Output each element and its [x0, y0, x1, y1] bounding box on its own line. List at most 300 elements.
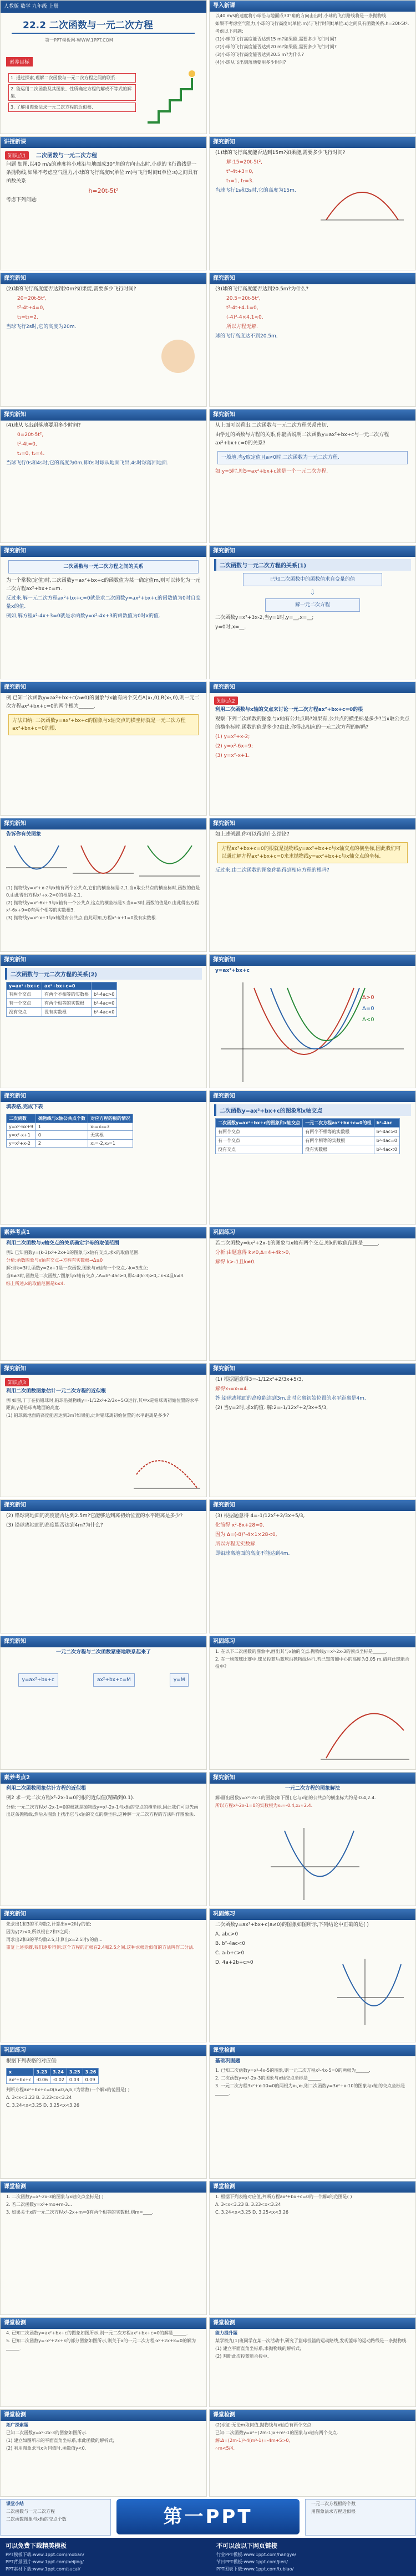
discriminant-graph	[221, 982, 404, 1082]
slide-cover	[0, 0, 207, 134]
s7-step-1: 0=20t-5t²,	[17, 432, 44, 438]
student-avatar	[161, 340, 195, 373]
slide-tag: 素养考点2	[1, 1773, 206, 1784]
slide-34	[209, 2181, 416, 2315]
s16-fn: y=ax²+bx+c	[215, 968, 250, 974]
intro-text-4: (1)小球的飞行高度能否达到15 m?如果能,需要多少飞行时间?	[215, 37, 337, 42]
intro-text-6: (3)小球的飞行高度能否达到20.5 m?为什么?	[215, 52, 304, 57]
slide-38	[209, 2409, 416, 2497]
s25-title: 一元二次方程与二次函数紧密地联系起来了	[55, 1650, 151, 1655]
slide-tag: 探究新知	[1, 1364, 206, 1375]
s4-question: (1)球的飞行高度能否达到15m?如果能,需要多少飞行时间?	[215, 150, 346, 156]
s30-option-d: D. 4a+2b+c>0	[215, 1960, 253, 1965]
point-label: 知识点3	[5, 1378, 29, 1386]
table-header: 3.24	[50, 2068, 67, 2076]
s22-line-1: (1) 根据题意得3=-1/12x²+2/3x+5/3,	[215, 1377, 303, 1382]
s4-step-1: 解:15=20t-5t²,	[226, 160, 262, 165]
point-title: 二次函数与一元二次方程	[35, 153, 97, 159]
table-header: 对应方程的根的情况	[88, 1114, 133, 1123]
table-cell: b²-4ac>0	[92, 990, 117, 999]
slide-7	[0, 409, 207, 543]
slide-tag: 课堂检测	[1, 2410, 206, 2421]
slide-21	[0, 1363, 207, 1497]
s29-line-1: 先求出1和3的平均数2,计算出x=2时y的值;	[6, 1922, 92, 1927]
s28-line-1: 解:画出函数y=x²-2x-1的图象(如下图),它与x轴的公共点的横坐标大约是-0.4,2.4.	[215, 1795, 376, 1800]
goal-3: 3. 了解用图象法求一元二次方程的近似根.	[8, 103, 136, 112]
slide-tag: 探究新知	[1, 818, 206, 829]
table-header-empty	[92, 982, 117, 990]
table-cell: 1	[35, 1123, 88, 1131]
table-cell: -0.06	[34, 2076, 50, 2084]
s19-line-1: 例1 已知函数y=(k-3)x²+2x+1的图象与x轴有交点,求k的取值范围.	[6, 1250, 140, 1255]
table-cell: 没有交点	[7, 1008, 42, 1017]
table-cell: 没有交点	[216, 1145, 303, 1154]
s38-line-4: ∴m<5/4.	[215, 2446, 235, 2451]
value-table	[6, 2068, 99, 2084]
s31-line-1: 根据下列表格的对应值:	[6, 2058, 58, 2064]
s23-line-1: (2) 铅球离地面的高度能否达到2.5m?它能够达到离初始位置的水平距离是多少?	[6, 1513, 183, 1519]
s28-sub: 一元二次方程的图象解法	[285, 1786, 340, 1791]
fill-table	[6, 1114, 133, 1148]
slide-tag: 讲授新课	[1, 137, 206, 148]
point-label: 知识点2	[214, 697, 238, 705]
slide-22	[209, 1363, 416, 1497]
s29-line-2: 因为y(2)<0,所以根在2和3之间;	[6, 1929, 70, 1934]
table-header: 一元二次方程ax²+bx+c=0的根	[303, 1119, 374, 1128]
slide-tag: 探究新知	[210, 955, 415, 966]
table-cell: b²-4ac>0	[374, 1128, 399, 1136]
footer	[0, 2538, 416, 2576]
s20-line-3: 解得 k>-1且k≠0.	[215, 1259, 256, 1265]
s27-line-1: 例2 求一元二次方程x²-2x-1=0的根的近似值(精确到0.1).	[6, 1795, 135, 1801]
s24-line-2: 化简得 x²-8x+28=0,	[215, 1523, 265, 1528]
s11-line-1: 例 已知二次函数y=ax²+bx+c(a≠0)的图象与x轴有两个交点A(x₁,0),B(x₂,0),则一元二次方程ax²+bx+c=0的两个根为______.	[6, 695, 200, 709]
s29-line-4: 重复上述步骤,我们逐步得到:这个方程的正根在2.4和2.5之间.这种求根近似值的方法叫作二分法.	[6, 1945, 195, 1950]
s24-line-4: 所以方程无实数解.	[215, 1541, 257, 1547]
s34-line-1: 1. 根据下列表格对应值,判断方程ax²+bx+c=0的一个解x的范围是( )	[215, 2194, 352, 2199]
s10-flow-1: 已知二次函数中的函数值求自变量的值	[243, 573, 382, 586]
intro-text-3: 考虑以下问题:	[215, 29, 243, 34]
site-label: 第一PPT模板网-WWW.1PPT.COM	[45, 38, 113, 43]
table-cell: 没有实数根	[42, 1008, 92, 1017]
table-cell: x₁=x₂=3	[88, 1123, 133, 1131]
table-cell: 有两个不相等的实数根	[303, 1128, 374, 1136]
label-delta-neg: Δ<0	[362, 1017, 374, 1023]
s31-line-2: 判断方程ax²+bx+c=0(a≠0,a,b,c为常数)一个解x的范围是( )	[6, 2087, 130, 2092]
table-cell: 有两个不相等的实数根	[42, 990, 92, 999]
s3-line-3: 考虑下列问题:	[6, 197, 38, 203]
s11-method-box: 方法归纳: 二次函数y=ax²+bx+c的图象与x轴交点的横坐标就是一元二次方程ax²+bx+c=0的根.	[8, 714, 199, 735]
s26-line-2: 2. 在一场篮球比赛中,球员投篮后篮球沿抛物线运行,若已知篮圈中心的高度为3.05 m,请问此球能否投中?	[215, 1657, 409, 1669]
slide-27	[0, 1772, 207, 1906]
slide-tag: 探究新知	[1, 1636, 206, 1647]
s38-line-1: (2)求证:无论m取何值,抛物线与x轴总有两个交点.	[215, 2423, 313, 2428]
s4-step-3: t₁=1, t₂=3.	[226, 178, 254, 184]
s13-sub: 告诉你有关图象	[6, 832, 42, 837]
s5-step-2: t²-4t+4=0,	[17, 305, 45, 311]
s19-line-2: 分析:函数图象与x轴有交点→方程有实数根→Δ≥0	[6, 1258, 103, 1263]
slide-30	[209, 1908, 416, 2042]
slide-tag: 探究新知	[1, 546, 206, 557]
slide-16	[209, 954, 416, 1088]
s19-line-3: 解:当k=3时,函数y=2x+1是一次函数,图象与x轴有一个交点,∴k=3成立;	[6, 1266, 149, 1271]
shot-put-figure	[134, 1447, 200, 1491]
s32-line-2: 2. 二次函数y=x²-2x-3的图象与x轴交点坐标是______.	[215, 2076, 323, 2081]
s6-question: (3)球的飞行高度能否达到20.5m?为什么?	[215, 286, 309, 292]
option-graph	[337, 1959, 404, 2025]
table-cell: 有一个交点	[7, 999, 42, 1008]
s12-title: 利用二次函数与x轴的交点来讨论一元二次方程ax²+bx+c=0的根	[215, 707, 363, 713]
s9-box: 二次函数与一元二次方程之间的关系	[8, 560, 199, 573]
table-header: 3.25	[67, 2068, 83, 2076]
s30-option-a: A. abc>0	[215, 1932, 239, 1937]
three-parabolas-figure	[6, 843, 200, 882]
table-cell: 2	[35, 1140, 88, 1148]
s18-title: 二次函数y=ax²+bx+c的图象和x轴交点	[214, 1104, 411, 1116]
table-header: y=ax²+bx+c	[7, 982, 42, 990]
s14-conclusion: 方程ax²+bx+c=0的根就是抛物线y=ax²+bx+c与x轴交点的横坐标,因此我们可以通过解方程ax²+bx+c=0来求抛物线y=ax²+bx+c与x轴交点的坐标.	[217, 842, 408, 863]
slide-36	[209, 2317, 416, 2407]
s3-line-2: h=20t-5t²	[88, 187, 119, 194]
s38-line-2: 已知:二次函数y=x²+(2m-1)x+m²-1的图象与x轴有两个交点.	[215, 2430, 338, 2435]
slide-tag: 巩固练习	[210, 1227, 415, 1238]
table-header: 3.23	[34, 2068, 50, 2076]
s29-line-3: 再求出2和3的平均数2.5,计算出x=2.5时y的值...	[6, 1937, 103, 1942]
relation-table	[6, 982, 117, 1017]
table-cell: 0.09	[83, 2076, 99, 2084]
s23-line-2: (3) 铅球离地面的高度能否达到4m?为什么?	[6, 1523, 103, 1528]
footer-link[interactable]: 行业PPT模板:www.1ppt.com/hangye/	[216, 2552, 296, 2557]
s36-line-2: (1) 建立平面直角坐标系,求抛物线的解析式;	[215, 2346, 302, 2351]
table-cell: 有两个交点	[7, 990, 42, 999]
s33-line-3: 3. 如果关于x的一元二次方程x²-2x+m=0有两个相等的实数根,则m=____.	[6, 2210, 154, 2215]
slide-tag: 探究新知	[210, 682, 415, 693]
table-header: b²-4ac	[374, 1119, 399, 1128]
slide-3	[0, 136, 207, 270]
approx-root-graph	[271, 1828, 359, 1900]
s19-line-5: 综上所述,k的取值范围是k≤4.	[6, 1281, 65, 1286]
slide-28	[209, 1772, 416, 1906]
s5-question: (2)球的飞行高度能否达到20m?如果能,需要多少飞行时间?	[6, 286, 136, 292]
slide-13	[0, 818, 207, 952]
slide-tag: 探究新知	[1, 409, 206, 421]
basketball-figure	[321, 1697, 409, 1764]
table-cell: 有一个交点	[216, 1136, 303, 1145]
slide-29	[0, 1908, 207, 2042]
slide-tag: 探究新知	[1, 1909, 206, 1920]
table-header: x	[7, 2068, 34, 2076]
s10-line-1: 二次函数y=x²+3x-2,当y=1时,y=__,x=__;	[215, 615, 314, 621]
s9-note-2: 例如,解方程x²-4x+3=0就是求函数y=x²-4x+3的函数值为0时x的值.	[6, 613, 160, 619]
slide-23	[0, 1499, 207, 1633]
point-label: 知识点1	[5, 151, 29, 160]
s21-line-2: (1) 铅球离地面的高度能否达到3m?如果能,此时铅球离初始位置的水平距离是多少?	[6, 1413, 169, 1418]
slide-26	[209, 1636, 416, 1770]
slide-tag: 探究新知	[1, 955, 206, 966]
label-delta-pos: Δ>0	[362, 995, 374, 1001]
footer-link[interactable]: PPT图表下载:www.1ppt.com/tubiao/	[216, 2567, 294, 2572]
slide-tag: 探究新知	[210, 546, 415, 557]
s9-line-1: 为一个常数(定值)时,二次函数y=ax²+bx+c的函数值为某一确定值m,则可以转化为一元二次方程ax²+bx+c=m.	[6, 578, 200, 592]
table-cell: 有两个相等的实数根	[303, 1136, 374, 1145]
s37-sub: 拓广探索题	[6, 2423, 28, 2428]
s7-question: (4)球从飞出到落地要用多少时间?	[6, 423, 81, 428]
table-cell: 有两个相等的实数根	[42, 999, 92, 1008]
divider	[12, 33, 195, 34]
s33-line-1: 1. 二次函数y=x²-2x-3的图象与x轴交点坐标是( )	[6, 2194, 104, 2199]
intro-text-2: 如果不考虑空气阻力,小球的飞行高度h(单位:m)与飞行时间t(单位:s)之间具有函数关系:h=20t-5t².	[215, 21, 409, 26]
slide-tag: 巩固练习	[1, 2045, 206, 2056]
s34-line-3: C. 3.24<x<3.25 D. 3.25<x<3.26	[215, 2210, 288, 2215]
s8-line-2: 由学过的函数与方程的关系,你能否说明二次函数y=ax²+bx+c与一元二次方程ax²+bx+c=0的关系?	[215, 432, 389, 446]
table-cell: ax²+bx+c	[7, 2076, 34, 2084]
s24-line-5: 即铅球离地面的高度不能达到4m.	[215, 1551, 290, 1556]
s8-conclusion-box: 一般地,当y取定值且a≠0时,二次函数为一元二次方程.	[217, 451, 408, 464]
s19-line-4: 当k≠3时,函数是二次函数,∵图象与x轴有交点,∴Δ=b²-4ac≥0,即4-4(k-3)≥0,∴k≤4且k≠3.	[6, 1273, 185, 1278]
slide-tag: 探究新知	[210, 273, 415, 284]
slide-18	[209, 1090, 416, 1225]
s6-step-4: 所以方程无解.	[226, 324, 258, 330]
slide-tag: 探究新知	[1, 1091, 206, 1102]
summary-table	[215, 1118, 400, 1154]
course-label: 人教版 数学 九年级 上册	[1, 1, 206, 13]
s6-step-2: t²-4t+4.1=0,	[226, 305, 258, 311]
s30-line-1: 二次函数y=ax²+bx+c(a≠0)的图象如图所示,下列结论中正确的是( )	[215, 1922, 369, 1928]
slide-8	[209, 409, 416, 543]
intro-text-7: (4)小球从飞出到落地要用多少时间?	[215, 60, 286, 65]
slide-tag: 探究新知	[210, 137, 415, 148]
summary-panel-right	[305, 2499, 416, 2536]
footer-link[interactable]: PPT素材下载:www.1ppt.com/sucai/	[6, 2567, 80, 2572]
slide-tag: 探究新知	[1, 1500, 206, 1511]
slide-tag: 课堂检测	[210, 2318, 415, 2329]
slide-tag: 探究新知	[210, 1091, 415, 1102]
summary-panel	[0, 2499, 111, 2536]
s32-line-1: 1. 已知二次函数y=x²-4x-5的图象,则一元二次方程x²-4x-5=0的两根为______.	[215, 2068, 371, 2073]
summary-item-1: 二次函数与一元二次方程	[6, 2509, 55, 2514]
s28-line-2: 所以方程x²-2x-1=0的实数根为x₁≈-0.4,x₂≈2.4.	[215, 1803, 313, 1808]
s14-line-1: 如上述例题,你可以得到什么结论?	[215, 832, 290, 837]
slide-14	[209, 818, 416, 952]
slide-tag: 课堂检测	[210, 2045, 415, 2056]
s27-line-2: 分析:一元二次方程x²-2x-1=0的根就是抛物线y=x²-2x-1与x轴的交点的横坐标,因此我们可以先画出这条抛物线,然后从图象上找出它与x轴的交点的横坐标,这种解一元二次方程的方法叫作图象法.	[6, 1805, 199, 1817]
table-cell: 无实根	[88, 1131, 133, 1140]
s19-title: 利用二次函数与x轴交点的关系确定字母的取值范围	[6, 1241, 119, 1246]
table-cell: y=x²+x-2	[7, 1140, 36, 1148]
slide-37	[0, 2409, 207, 2497]
slide-tag: 课堂检测	[1, 2181, 206, 2193]
slide-12	[209, 682, 416, 816]
slide-31	[0, 2045, 207, 2179]
summary-tag: 课堂小结	[6, 2501, 24, 2506]
slide-19	[0, 1227, 207, 1361]
slide-4	[209, 136, 416, 270]
intro-text-1: 以40 m/s的速度将小球沿与地面成30°角的方向击出时,小球的飞行路线将是一条抛物线.	[215, 13, 388, 18]
table-header: 二次函数y=ax²+bx+c的图象和x轴交点	[216, 1119, 303, 1128]
s37-line-1: 已知二次函数y=x²-2x-3的图象如图所示.	[6, 2430, 88, 2435]
goal-1: 1. 通过探索,理解二次函数与一元二次方程之间的联系.	[8, 73, 136, 83]
s7-step-3: t₁=0, t₂=4.	[17, 451, 45, 457]
s13-line-2: (2) 抛物线y=x²-6x+9与x轴有一个公共点,这点的横坐标是3.当x=3时,函数的值是0.由此得出方程x²-6x+9=0有两个相等的实数根3.	[6, 900, 199, 913]
s14-question: 反过来,由二次函数的图象你能得到相应方程的根吗?	[215, 868, 329, 873]
s26-line-1: 1. 在以下二次函数的图象中,画出其与x轴的交点.抛物线y=x²-2x-3的顶点坐标是______.	[215, 1649, 388, 1654]
s8-line-1: 从上面可以看出,二次函数与一元二次方程关系密切.	[215, 423, 328, 428]
slide-tag: 巩固练习	[210, 1909, 415, 1920]
slide-17	[0, 1090, 207, 1225]
footer-link[interactable]: PPT模板下载:www.1ppt.com/moban/	[6, 2552, 84, 2557]
table-cell: y=x²-x+1	[7, 1131, 36, 1140]
slide-tag: 课堂检测	[210, 2181, 415, 2193]
s30-option-b: B. b²-4ac<0	[215, 1941, 245, 1947]
table-cell: b²-4ac<0	[374, 1145, 399, 1154]
summary-item-4: 用图象法求方程近似根	[311, 2509, 356, 2514]
s32-line-3: 3. 一元二次方程3x²+x-10=0的两根为x₁,x₂,则二次函数y=3x²+x-10的图象与x轴的交点坐标是______.	[215, 2083, 405, 2096]
s24-line-3: 因为 Δ=(-8)²-4×1×28<0,	[215, 1532, 277, 1538]
slide-tag: 课堂检测	[1, 2318, 206, 2329]
s22-line-4: (2) 当y=2时,求x的值. 解:2=-1/12x²+2/3x+5/3,	[215, 1405, 328, 1411]
s34-line-2: A. 3<x<3.23 B. 3.23<x<3.24	[215, 2202, 281, 2207]
intro-text-5: (2)小球的飞行高度能否达到20 m?如果能,需要多少飞行时间?	[215, 44, 337, 49]
s6-step-3: (-4)²-4×4.1<0,	[226, 315, 263, 320]
label-delta-zero: Δ=0	[362, 1006, 374, 1012]
s12-line-4: (3) y=x²-x+1.	[215, 753, 250, 759]
s37-line-3: (2) 利用图象求当x为何值时,函数值y<0.	[6, 2446, 87, 2451]
s31-line-3: A. 3<x<3.23 B. 3.23<x<3.24	[6, 2095, 72, 2100]
slide-tag: 探究新知	[1, 682, 206, 693]
s6-step-1: 20.5=20t-5t²,	[226, 296, 261, 301]
s13-line-1: (1) 抛物线y=x²+x-2与x轴有两个公共点,它们的横坐标是-2,1.当x取公共点的横坐标时,函数的值是0.由此得出方程x²+x-2=0的根是-2,1.	[6, 885, 200, 898]
table-cell: 0.03	[67, 2076, 83, 2084]
s7-answer: 当球飞行0s和4s时,它的高度为0m,即0s时球从地面飞出,4s时球落回地面.	[6, 460, 169, 466]
s13-line-3: (3) 抛物线y=x²-x+1与x轴没有公共点,由此可知,方程x²-x+1=0没有实数根.	[6, 915, 158, 920]
footer-right-title: 不可以放以下网页链接	[216, 2542, 277, 2549]
s36-line-3: (2) 判断此次投篮能否投中.	[215, 2354, 269, 2359]
s27-title: 利用二次函数图象估计方程的近似根	[6, 1786, 87, 1791]
slide-tag: 探究新知	[210, 818, 415, 829]
slide-tag: 素养考点1	[1, 1227, 206, 1238]
goal-2: 2. 能运用二次函数及其图象、性质确定方程的解或不等式的解集.	[8, 84, 136, 101]
slide-25	[0, 1636, 207, 1770]
s36-line-1: 某学校九(1)班同学在某一次活动中,研究了篮球投篮的运动路线,发现篮球的运动路线是一条抛物线.	[215, 2338, 408, 2343]
slide-tag: 探究新知	[210, 409, 415, 421]
brand-logo: 第一PPT	[116, 2499, 300, 2534]
s21-title: 利用二次函数图象估计一元二次方程的近似根	[6, 1389, 106, 1394]
slide-15	[0, 954, 207, 1088]
table-cell: b²-4ac=0	[374, 1136, 399, 1145]
slide-intro	[209, 0, 416, 134]
s3-line-1: 问题 如图,以40 m/s的速度将小球沿与地面成30°角的方向击出时,小球的飞行路线是一条抛物线,如果不考虑空气阻力,小球的飞行高度h(单位:m)与飞行时间t(单位:s)之间具有函数关系	[6, 162, 198, 184]
s8-example: 如:y=5时,则5=ax²+bx+c就是一个一元二次方程.	[215, 469, 328, 474]
footer-left-title: 可以免费下载精美模板	[6, 2542, 67, 2549]
slide-tag: 探究新知	[210, 1500, 415, 1511]
footer-link[interactable]: PPT背景图片:www.1ppt.com/beijing/	[6, 2559, 84, 2564]
s22-line-2: 解得x₁=x₂=4.	[215, 1386, 248, 1392]
s25-box-const: y=M	[170, 1673, 189, 1687]
summary-item-3: 一元二次方程根的个数	[311, 2501, 356, 2506]
table-cell: b²-4ac=0	[92, 999, 117, 1008]
s32-sub: 基础巩固题	[215, 2058, 241, 2064]
trajectory-figure	[321, 176, 404, 226]
s7-step-2: t²-4t=0,	[17, 442, 37, 447]
s15-title: 二次函数与一元二次方程的关系(2)	[5, 968, 202, 980]
table-cell: x₁=-2,x₂=1	[88, 1140, 133, 1148]
s5-step-3: t₁=t₂=2.	[17, 315, 38, 320]
slide-32	[209, 2045, 416, 2179]
slide-11	[0, 682, 207, 816]
s25-box-eq: ax²+bx+c=M	[93, 1673, 135, 1687]
s4-answer: 当球飞行1s和3s时,它的高度为15m.	[215, 188, 296, 193]
s21-line-1: 例 如图,丁丁在扔铅球时,铅球沿抛物线y=-1/12x²+2/3x+5/3运行,其中x是铅球离初始位置的水平距离,y是铅球离地面的高度.	[6, 1398, 199, 1410]
arrow-down-icon: ⇩	[310, 588, 316, 596]
s22-line-3: 答:铅球离地面的高度能达到3m,此时它离初始位置的水平距离是4m.	[215, 1396, 366, 1401]
section-label: 素养目标	[6, 57, 33, 66]
slide-tag: 课堂检测	[210, 2410, 415, 2421]
slide-tag: 巩固练习	[210, 1636, 415, 1647]
s24-line-1: (3) 根据题意得 4=-1/12x²+2/3x+5/3,	[215, 1513, 305, 1519]
s31-line-4: C. 3.24<x<3.25 D. 3.25<x<3.26	[6, 2103, 79, 2108]
s25-box-fn: y=ax²+bx+c	[18, 1673, 58, 1687]
summary-item-2: 二次函数图象与x轴的交点个数	[6, 2517, 67, 2522]
s38-line-3: 解:Δ=(2m-1)²-4(m²-1)=-4m+5>0,	[215, 2438, 290, 2443]
footer-link[interactable]: 节日PPT模板:www.1ppt.com/jieri/	[216, 2559, 288, 2564]
s12-line-2: (1) y=x²+x-2;	[215, 734, 250, 740]
slide-24	[209, 1499, 416, 1633]
slide-9	[0, 545, 207, 679]
table-cell: -0.02	[50, 2076, 67, 2084]
slide-tag: 探究新知	[210, 1364, 415, 1375]
table-cell: y=x²-6x+9	[7, 1123, 36, 1131]
slide-tag: 探究新知	[210, 1773, 415, 1784]
s20-line-1: 若二次函数y=kx²+2x-1的图象与x轴有两个交点,则k的取值范围是______.	[215, 1241, 379, 1246]
s6-answer: 球的飞行高度达不到20.5m.	[215, 334, 278, 339]
slide-5	[0, 273, 207, 407]
table-header: 3.26	[83, 2068, 99, 2076]
s5-step-1: 20=20t-5t²,	[17, 296, 47, 301]
slide-6	[209, 273, 416, 407]
slide-20	[209, 1227, 416, 1361]
s30-option-c: C. a-b+c>0	[215, 1950, 245, 1956]
s36-sub: 能力提升题	[215, 2331, 237, 2336]
s4-step-2: t²-4t+3=0,	[226, 169, 254, 175]
s35-line-1: 4. 已知二次函数y=ax²+bx+c的图象如图所示,则一元二次方程ax²+bx+c=0的解是______.	[6, 2331, 188, 2336]
s5-answer: 当球飞行2s时,它的高度为20m.	[6, 324, 77, 330]
stairs-illustration	[145, 67, 200, 128]
table-cell: 没有实数根	[303, 1145, 374, 1154]
s35-line-2: 5. 已知二次函数y=-x²+2x+k的部分图象如图所示,则关于x的一元二次方程-x²+2x+k=0的解为______.	[6, 2338, 196, 2350]
table-header: 二次函数	[7, 1114, 36, 1123]
s17-sub: 填表格,完成下表	[6, 1104, 43, 1110]
slide-33	[0, 2181, 207, 2315]
cover-title: 22.2 二次函数与一元二次方程	[23, 20, 153, 31]
slide-tag: 探究新知	[1, 273, 206, 284]
s10-title: 二次函数与一元二次方程的关系(1)	[214, 559, 411, 571]
table-header: ax²+bx+c=0	[42, 982, 92, 990]
table-cell: b²-4ac<0	[92, 1008, 117, 1017]
s9-note-1: 反过来,解一元二次方程ax²+bx+c=0就是求二次函数y=ax²+bx+c的函数值为0时自变量x的值.	[6, 596, 201, 610]
table-header: 抛物线与x轴公共点个数	[35, 1114, 88, 1123]
s33-line-2: 2. 若二次函数y=x²+mx+m-3...	[6, 2202, 72, 2207]
slide-tag: 导入新课	[210, 1, 415, 12]
s10-flow-2: 解一元二次方程	[265, 598, 360, 612]
slide-10	[209, 545, 416, 679]
s10-line-2: y=0时,x=__.	[215, 624, 246, 630]
table-cell: 0	[35, 1131, 88, 1140]
s12-line-1: 观察:下列二次函数的图象与x轴有公共点吗?如果有,公共点的横坐标是多少?当x取公共点的横坐标时,函数的值是多少?由此,你得出相应的一元二次方程的解吗?	[215, 716, 410, 730]
s20-line-2: 分析:由题意得 k≠0,Δ=4+4k>0,	[215, 1250, 291, 1256]
s37-line-2: (1) 建立如图所示的平面直角坐标系,求此函数的解析式;	[6, 2438, 115, 2443]
slide-35	[0, 2317, 207, 2407]
table-cell: 有两个交点	[216, 1128, 303, 1136]
